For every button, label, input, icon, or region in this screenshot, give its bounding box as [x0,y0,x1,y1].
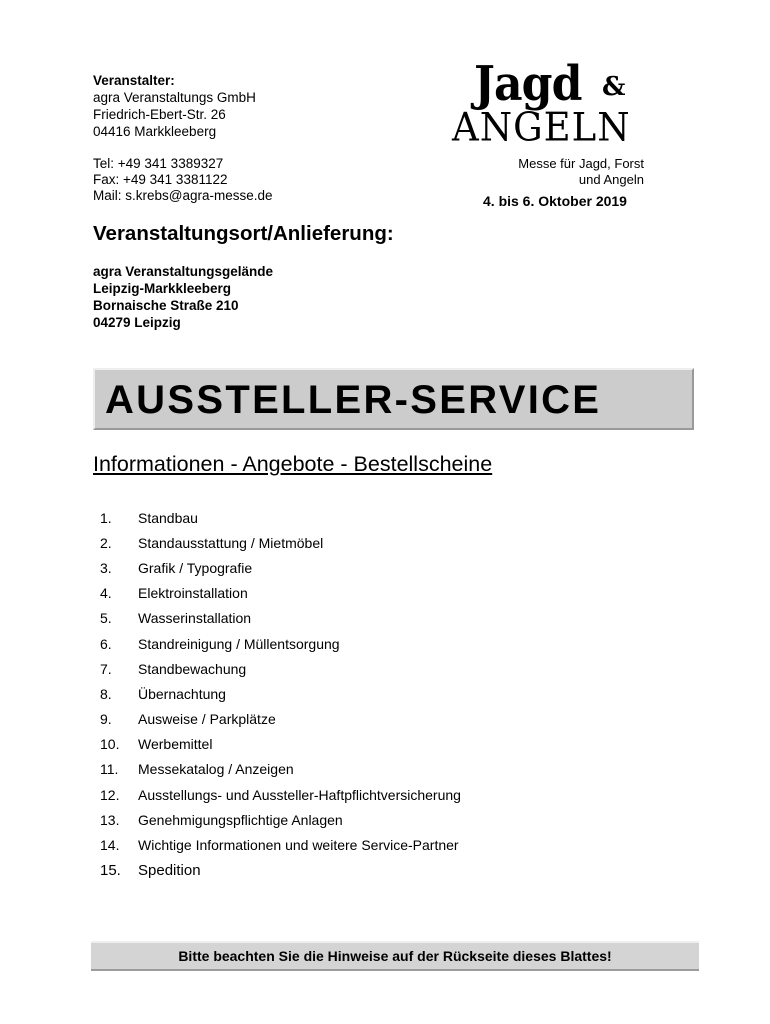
item-number: 3. [100,559,112,576]
logo-word-angeln: ANGELN [452,104,631,151]
list-item [100,581,461,606]
tagline-line-2: und Angeln [578,172,644,187]
item-number: 15. [100,861,121,879]
list-item [100,858,461,883]
item-number: 10. [100,736,120,753]
list-item [100,757,461,782]
item-number: 7. [100,660,112,677]
organizer-block [93,72,256,140]
item-label: Wasserinstallation [138,610,252,627]
item-label: Spedition [138,861,201,879]
item-label: Standbewachung [138,660,247,677]
venue-line-4: 04279 Leipzig [93,315,181,330]
logo-ampersand: & [602,72,626,102]
list-item [100,707,461,732]
item-number: 11. [100,761,119,778]
item-label: Elektroinstallation [138,585,248,602]
organizer-city: 04416 Markkleeberg [93,124,217,139]
contact-fax: Fax: +49 341 3381122 [93,172,228,187]
venue-title: Veranstaltungsort/Anlieferung: [93,222,394,245]
organizer-heading: Veranstalter: [93,73,175,88]
list-item [100,656,461,681]
list-item [100,782,461,807]
item-label: Ausweise / Parkplätze [138,711,276,728]
list-item [100,832,461,857]
organizer-street: Friedrich-Ebert-Str. 26 [93,107,226,122]
item-number: 2. [100,534,112,551]
service-banner [93,368,694,430]
item-number: 6. [100,635,112,652]
venue-line-2: Leipzig-Markkleeberg [93,281,232,296]
fair-dates: 4. bis 6. Oktober 2019 [483,193,627,209]
list-item [100,555,461,580]
list-item [100,530,461,555]
service-list [100,505,461,883]
contact-mail[interactable]: Mail: s.krebs@agra-messe.de [93,188,273,203]
jagd-angeln-logo [452,56,657,152]
venue-line-3: Bornaische Straße 210 [93,298,239,313]
venue-address [93,263,273,331]
item-label: Messekatalog / Anzeigen [138,761,294,778]
logo-word-jagd: Jagd [474,56,582,112]
item-label: Wichtige Informationen und weitere Service-Partner [138,837,459,854]
item-number: 13. [100,811,120,828]
section-subtitle: Informationen - Angebote - Bestellscheine [93,452,493,476]
banner-title: AUSSTELLER-SERVICE [105,378,602,422]
list-item [100,732,461,757]
item-label: Ausstellungs- und Aussteller-Haftpflichtversicherung [138,786,461,803]
list-item [100,807,461,832]
contact-block [93,156,273,204]
item-label: Genehmigungspflichtige Anlagen [138,811,343,828]
venue-line-1: agra Veranstaltungsgelände [93,264,274,279]
list-item [100,631,461,656]
tagline-line-1: Messe für Jagd, Forst [518,156,644,171]
item-number: 5. [100,610,112,627]
item-number: 12. [100,786,120,803]
item-number: 4. [100,585,112,602]
item-label: Standbau [138,509,198,526]
item-number: 14. [100,837,120,854]
contact-tel: Tel: +49 341 3389327 [93,156,224,171]
item-label: Standausstattung / Mietmöbel [138,534,324,551]
item-label: Standreinigung / Müllentsorgung [138,635,340,652]
item-number: 9. [100,711,112,728]
item-number: 8. [100,685,112,702]
item-label: Werbemittel [138,736,213,753]
footer-notice: Bitte beachten Sie die Hinweise auf der Rückseite dieses Blattes! [91,941,699,971]
list-item [100,606,461,631]
item-label: Übernachtung [138,685,226,702]
organizer-name: agra Veranstaltungs GmbH [93,90,256,105]
list-item [100,681,461,706]
fair-tagline [518,156,644,188]
item-label: Grafik / Typografie [138,559,253,576]
item-number: 1. [100,509,112,526]
list-item [100,505,461,530]
